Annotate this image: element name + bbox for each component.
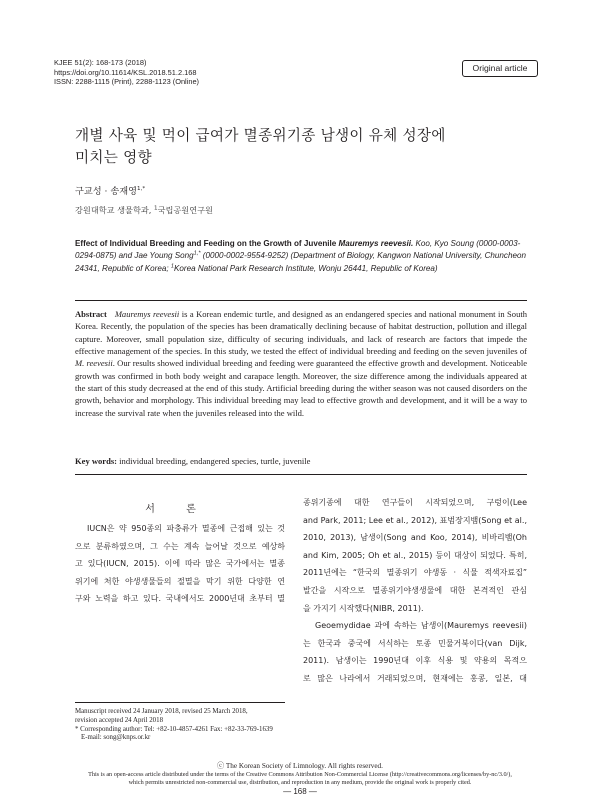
copyright-line: ⓒ The Korean Society of Limnology. All rights reserved.: [217, 762, 383, 770]
right-col-line: 발간을 시작으로 멸종위기야생생물에 대한 본격적인 관심: [303, 585, 527, 595]
korean-affiliation-2: 국립공원연구원: [157, 205, 213, 215]
footnote-corresponding: * Corresponding author: Tel: +82-10-4857-4261 Fax: +82-33-769-1639: [75, 725, 273, 733]
english-authors: Koo, Kyo Soung (0000-0003-0294-0875) and Jae Young Song: [75, 239, 521, 261]
right-col-line: 는 한국과 중국에 서식하는 토종 민물거북이다(van Dijk,: [303, 638, 527, 648]
abstract-text-1: is a Korean endemic turtle, and designed as an endangered species and national monument in South Korea. Recently, the population of the species has been dramatically declining because of habitat destruction, pollution and illegal capture. Moreover, small population size, difficulty of securing individuals, and lack of research are factors that impede the effective management of the species. In this study, we tested the effect of individual breeding and feeding on the seven juveniles of: [75, 309, 528, 357]
left-column: [75, 520, 285, 608]
abstract-text-2: . Our results showed individual breeding and feeding were guaranteed the effective growth and development. Noticeable growth was confirmed in both body weight and carapace length. Moreover, the size difference among the individuals appeared at the start of this study decreased at the end of this study. Artificial breeding during the wither season was not caused disorders on the growth, behavior and morphology. This individual breeding may lead to effective growth and development, and it will be a way to increase the survival rate when the juveniles released into the wild.: [75, 358, 527, 418]
right-col-line: 2010, 2013), 남생이(Song and Koo, 2014), 비바리뱀(Oh: [303, 533, 527, 543]
right-column: [303, 494, 527, 688]
page-number: — 168 —: [283, 787, 317, 796]
footnote-email[interactable]: E-mail: song@knps.or.kr: [81, 734, 151, 742]
english-title: [75, 239, 413, 248]
abstract-bottom-rule: [75, 474, 527, 475]
english-title-text: Effect of Individual Breeding and Feeding on the Growth of Juvenile: [75, 239, 339, 248]
english-affiliation-superscript: 1: [170, 262, 174, 269]
license-line-2: which permits unrestricted non-commercial use, distribution, and reproduction in any medium, provide the original work is properly cited.: [128, 779, 472, 787]
left-col-line: IUCN은 약 950종의 파충류가 멸종에 근접해 있는 것: [87, 524, 285, 533]
footnote-received: Manuscript received 24 January 2018, revised 25 March 2018,: [75, 708, 248, 715]
korean-authors: [75, 183, 145, 197]
english-affiliation-2: Korea National Park Research Institute, Wonju 26441, Republic of Korea: [173, 263, 435, 273]
korean-affiliation-1: 강원대학교 생물학과,: [75, 205, 154, 215]
left-col-line: 고 있다(IUCN, 2015). 이에 따라 많은 국가에서는 멸종: [75, 559, 285, 569]
abstract-species: Mauremys reevesii: [114, 309, 180, 319]
korean-affiliation: [75, 205, 213, 216]
license-notice: [40, 762, 560, 788]
english-title-species: Mauremys reevesii.: [338, 239, 414, 248]
right-col-line: 2011). 남생이는 1990년대 이후 식용 및 약용의 목적으: [303, 656, 527, 666]
abstract-label: Abstract: [75, 309, 107, 319]
right-col-line: 2011년에는 “한국의 멸종위기 야생동 · 식물 적색자료집”: [303, 568, 527, 578]
footnote: [75, 708, 285, 743]
journal-citation: KJEE 51(2): 168-173 (2018): [54, 58, 147, 67]
korean-title: [75, 125, 525, 169]
english-authors-orcid: (0000-0002-9554-9252) (: [200, 251, 294, 261]
korean-title-line-2: 미치는 영향: [75, 149, 152, 166]
footnote-accepted: revision accepted 24 April 2018: [75, 716, 164, 724]
right-col-line: 로 많은 나라에서 거래되었으며, 현재에는 홍콩, 일본, 대: [303, 673, 527, 683]
license-line-1: This is an open-access article distributed under the terms of the Creative Commons Attribution Non-Commercial License (http://creativecommons.org/licenses/by-nc/3.0/),: [88, 770, 512, 778]
right-col-line: 을 가지기 시작했다(NIBR, 2011).: [303, 603, 424, 613]
left-col-line: 위기에 처한 야생생물들의 절멸을 막기 위한 다양한 연: [75, 576, 285, 586]
footnote-separator: [75, 702, 285, 703]
korean-title-line-1: 개별 사육 및 먹이 급여가 멸종위기종 남생이 유체 성장에: [75, 127, 446, 144]
abstract: [75, 308, 527, 419]
right-col-line: and Park, 2011; Lee et al., 2012), 표범장지뱀(Song et al.,: [303, 515, 527, 525]
journal-meta: [54, 58, 199, 87]
abstract-top-rule: [75, 300, 527, 301]
korean-affiliation-superscript: 1: [154, 205, 158, 212]
english-affiliation-close: ): [434, 263, 438, 273]
right-col-line: 종위기종에 대한 연구들이 시작되었으며, 구렁이(Lee: [303, 498, 527, 507]
korean-author-names: 구교성 · 송재영: [75, 186, 138, 197]
keywords-text: individual breeding, endangered species, turtle, juvenile: [117, 456, 311, 466]
left-col-line: 으로 분류하였으며, 그 수는 계속 늘어날 것으로 예상하: [75, 541, 285, 551]
keywords: [75, 456, 527, 466]
english-author-superscript: 1,*: [193, 250, 201, 257]
keywords-label: Key words:: [75, 456, 118, 466]
section-title-introduction: 서 론: [145, 504, 210, 515]
issn-line: ISSN: 2288-1115 (Print), 2288-1123 (Online): [54, 77, 200, 87]
doi-link[interactable]: https://doi.org/10.11614/KSL.2018.51.2.168: [54, 67, 197, 77]
english-affiliation-1: Department of Biology, Kangwon National University, Chuncheon 24341, Republic of Korea;: [75, 251, 526, 273]
left-col-line: 구와 노력을 하고 있다. 국내에서도 2000년대 초부터 멸: [75, 594, 285, 604]
abstract-species-2: M. reevesii: [75, 358, 113, 369]
article-type-badge: Original article: [462, 60, 538, 77]
english-title-block: [75, 238, 530, 275]
right-col-line: Geoemydidae 과에 속하는 남생이(Mauremys reevesii): [315, 621, 527, 631]
right-col-line: and Kim, 2005; Oh et al., 2015) 등이 대상이 되었다. 특히,: [303, 550, 527, 560]
korean-author-superscript: 1,*: [137, 185, 146, 192]
